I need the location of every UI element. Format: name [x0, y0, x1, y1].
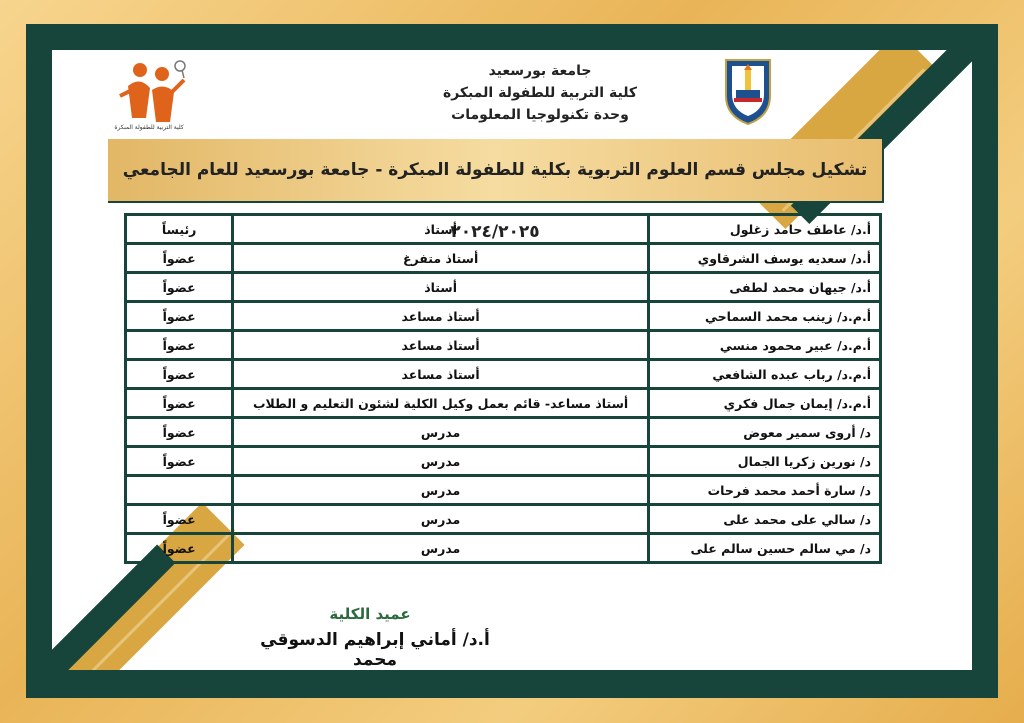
member-name: أ.م.د/ زينب محمد السماحي: [648, 302, 880, 331]
faculty-logo-caption: كلية التربية للطفولة المبكرة: [114, 124, 184, 131]
member-role: عضواً: [126, 244, 233, 273]
member-rank: مدرس: [233, 476, 649, 505]
member-name: د/ سارة أحمد محمد فرحات: [648, 476, 880, 505]
member-name: د/ سالي على محمد على: [648, 505, 880, 534]
member-role: عضواً: [126, 360, 233, 389]
member-rank: مدرس: [233, 505, 649, 534]
table-row: [126, 476, 881, 505]
council-members-table: [124, 213, 882, 564]
table-row: [126, 273, 881, 302]
table-row: [126, 215, 881, 244]
member-name: أ.د/ جيهان محمد لطفى: [648, 273, 880, 302]
unit-name: وحدة تكنولوجيا المعلومات: [451, 107, 629, 123]
faculty-name: كلية التربية للطفولة المبكرة: [442, 85, 638, 101]
member-name: أ.د/ سعديه يوسف الشرقاوي: [648, 244, 880, 273]
member-rank: أستاذ متفرغ: [233, 244, 649, 273]
member-name: أ.م.د/ رباب عبده الشافعي: [648, 360, 880, 389]
table-row: [126, 534, 881, 563]
member-name: أ.د/ عاطف حامد زغلول: [648, 215, 880, 244]
member-role: رئيساً: [126, 215, 233, 244]
document-title: تشكيل مجلس قسم العلوم التربوية بكلية للطفولة المبكرة - جامعة بورسعيد للعام الجامعي ٢٠٢٤/٢٠٢٥: [122, 160, 868, 242]
member-rank: أستاذ مساعد: [233, 331, 649, 360]
dean-title: عميد الكلية: [329, 605, 411, 623]
member-rank: أستاذ: [233, 273, 649, 302]
member-role: عضواً: [126, 418, 233, 447]
table-row: [126, 418, 881, 447]
member-role: عضواً: [126, 534, 233, 563]
member-rank: أستاذ مساعد: [233, 360, 649, 389]
member-rank: أستاذ مساعد- قائم بعمل وكيل الكلية لشئون التعليم و الطلاب: [233, 389, 649, 418]
member-name: أ.م.د/ عبير محمود منسي: [648, 331, 880, 360]
member-role: عضواً: [126, 389, 233, 418]
dean-name: أ.د/ أماني إبراهيم الدسوقي محمد: [260, 630, 490, 670]
university-emblem-logo: [722, 56, 774, 126]
member-rank: مدرس: [233, 534, 649, 563]
member-name: د/ أروى سمير معوض: [648, 418, 880, 447]
table-row: [126, 389, 881, 418]
table-row: [126, 331, 881, 360]
member-name: د/ نورين زكريا الجمال: [648, 447, 880, 476]
table-row: [126, 505, 881, 534]
member-name: أ.م.د/ إيمان جمال فكري: [648, 389, 880, 418]
member-rank: مدرس: [233, 447, 649, 476]
table-row: [126, 447, 881, 476]
university-name: جامعة بورسعيد: [488, 63, 592, 79]
member-name: د/ مي سالم حسين سالم على: [648, 534, 880, 563]
table-row: [126, 302, 881, 331]
member-role: [126, 476, 233, 505]
table-row: [126, 360, 881, 389]
member-rank: أستاذ: [233, 215, 649, 244]
member-role: عضواً: [126, 302, 233, 331]
member-rank: أستاذ مساعد: [233, 302, 649, 331]
member-rank: مدرس: [233, 418, 649, 447]
institution-header: [380, 60, 700, 126]
member-role: عضواً: [126, 505, 233, 534]
member-role: عضواً: [126, 331, 233, 360]
table-row: [126, 244, 881, 273]
faculty-children-logo: [110, 56, 190, 134]
member-role: عضواً: [126, 273, 233, 302]
member-role: عضواً: [126, 447, 233, 476]
